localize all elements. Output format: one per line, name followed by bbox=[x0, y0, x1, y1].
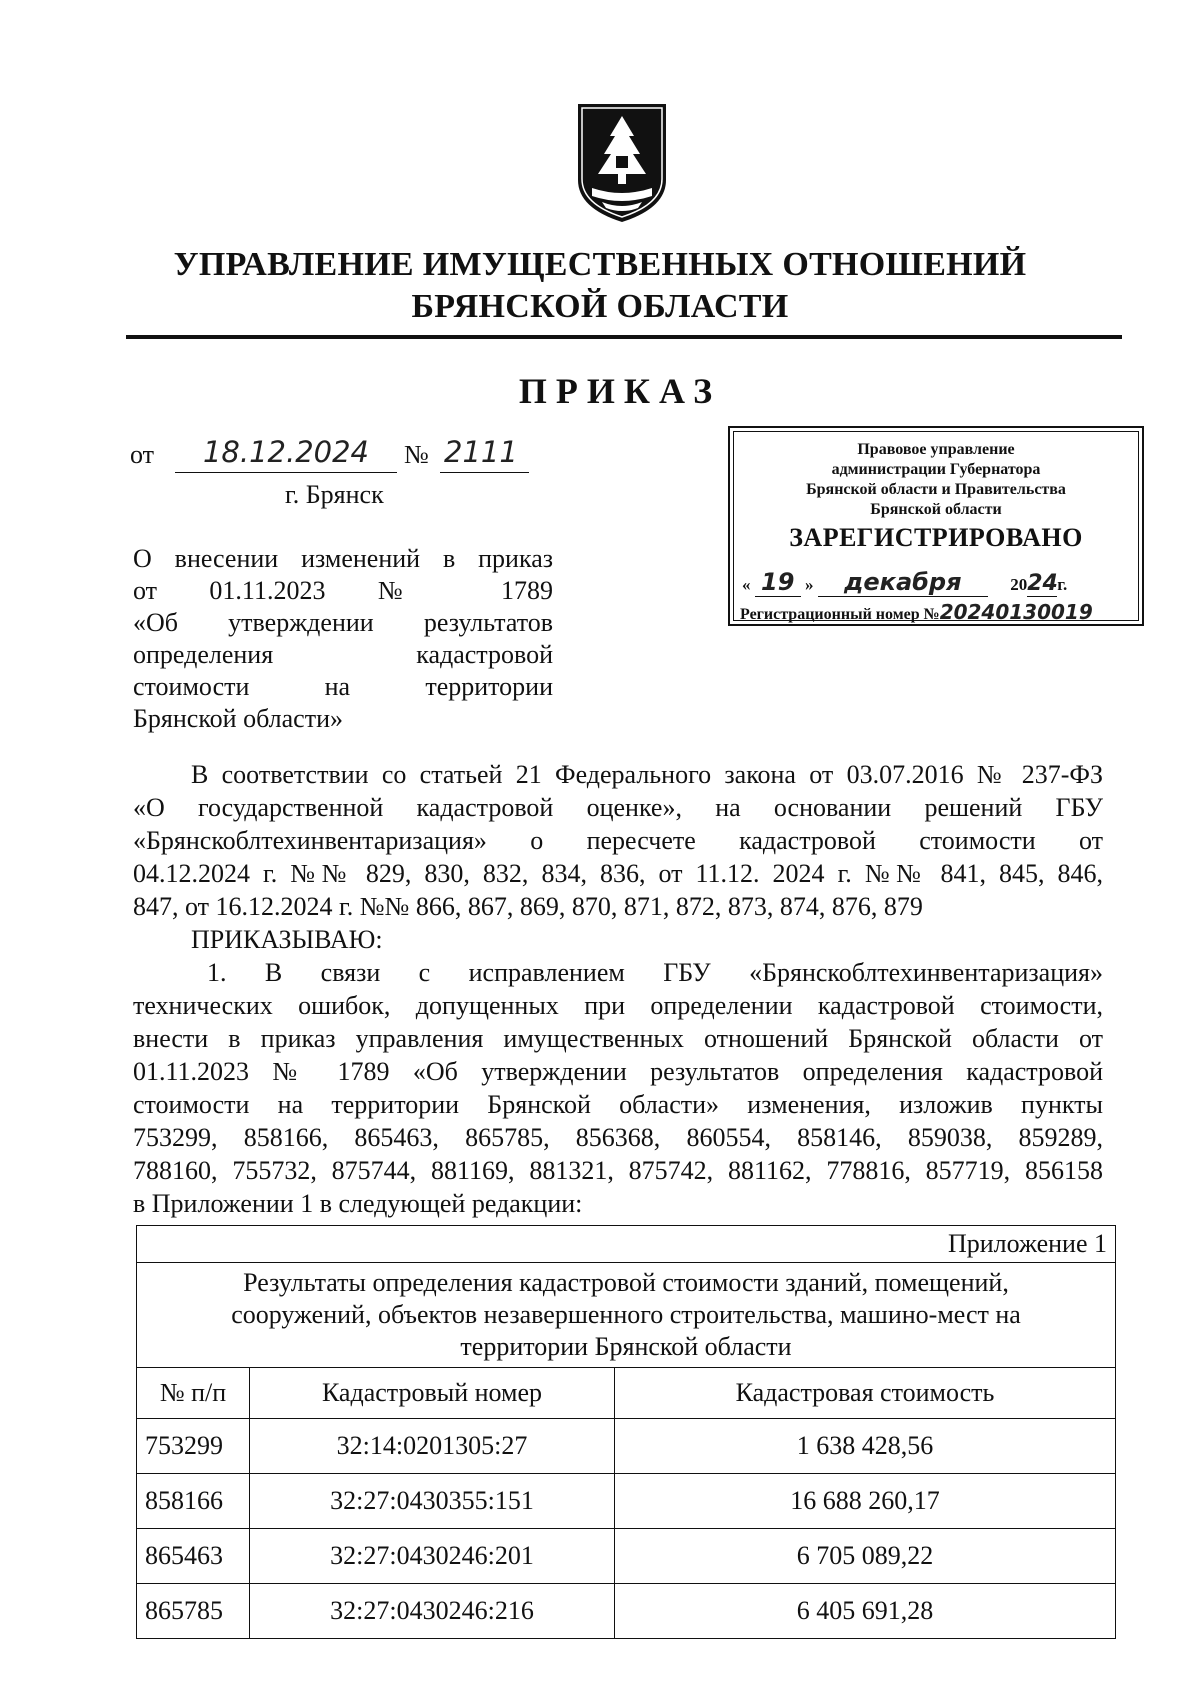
column-header-cadastral-number: Кадастровый номер bbox=[250, 1368, 615, 1419]
cell-cadastral-value: 6 705 089,22 bbox=[615, 1529, 1116, 1584]
org-title-line-1: УПРАВЛЕНИЕ ИМУЩЕСТВЕННЫХ ОТНОШЕНИЙ bbox=[173, 246, 1027, 283]
stamp-year: 24 bbox=[1027, 571, 1058, 596]
table-title-line: сооружений, объектов незавершенного строительства, машино-мест на bbox=[231, 1300, 1021, 1329]
stamp-reg-number-row bbox=[740, 600, 1093, 624]
subject-line: от 01.11.2023 № 1789 bbox=[133, 576, 553, 605]
cell-cadastral-number: 32:14:0201305:27 bbox=[250, 1419, 615, 1474]
stamp-year-prefix: 20 bbox=[1010, 575, 1028, 594]
cell-cadastral-value: 6 405 691,28 bbox=[615, 1584, 1116, 1639]
subject-line: Брянской области» bbox=[133, 704, 343, 733]
subject-line: О внесении изменений в приказ bbox=[133, 544, 553, 573]
stamp-date-row bbox=[742, 568, 1067, 597]
preamble-line: В соответствии со статьей 21 Федерального закона от 03.07.2016 № 237-ФЗ bbox=[191, 760, 1103, 789]
document-type: ПРИКАЗ bbox=[518, 371, 722, 411]
item1-line: 1. В связи с исправлением ГБУ «Брянскоблтехинвентаризация» bbox=[207, 958, 1103, 987]
stamp-line-1: Правовое управление bbox=[857, 441, 1015, 458]
coat-of-arms-emblem bbox=[574, 100, 670, 226]
cell-cadastral-number: 32:27:0430246:201 bbox=[250, 1529, 615, 1584]
item1-line: технических ошибок, допущенных при определении кадастровой стоимости, bbox=[133, 991, 1103, 1020]
cell-cadastral-value: 1 638 428,56 bbox=[615, 1419, 1116, 1474]
cell-number: 865463 bbox=[137, 1529, 250, 1584]
cell-cadastral-number: 32:27:0430355:151 bbox=[250, 1474, 615, 1529]
table-title bbox=[137, 1263, 1116, 1368]
cell-cadastral-value: 16 688 260,17 bbox=[615, 1474, 1116, 1529]
cell-cadastral-number: 32:27:0430246:216 bbox=[250, 1584, 615, 1639]
table-row bbox=[137, 1529, 1116, 1584]
subject-line: стоимости на территории bbox=[133, 672, 553, 701]
stamp-line-3: Брянской области и Правительства bbox=[806, 481, 1066, 498]
preamble-line: 847, от 16.12.2024 г. №№ 866, 867, 869, 870, 871, 872, 873, 874, 876, 879 bbox=[133, 892, 923, 921]
preamble-line: 04.12.2024 г. №№ 829, 830, 832, 834, 836, от 11.12. 2024 г. №№ 841, 845, 846, bbox=[133, 859, 1103, 888]
stamp-day: 19 bbox=[755, 568, 801, 597]
column-header-cadastral-value: Кадастровая стоимость bbox=[615, 1368, 1116, 1419]
handwritten-order-number: 2111 bbox=[440, 432, 529, 473]
cell-number: 858166 bbox=[137, 1474, 250, 1529]
number-label: № bbox=[404, 440, 429, 469]
order-subject bbox=[133, 543, 553, 735]
table-title-line: территории Брянской области bbox=[460, 1332, 792, 1361]
column-header-number: № п/п bbox=[137, 1368, 250, 1419]
preamble bbox=[133, 758, 1103, 1220]
cell-number: 865785 bbox=[137, 1584, 250, 1639]
item1-line: в Приложении 1 в следующей редакции: bbox=[133, 1189, 583, 1218]
table-row bbox=[137, 1474, 1116, 1529]
stamp-line-2: администрации Губернатора bbox=[831, 461, 1041, 478]
item1-line: 753299, 858166, 865463, 865785, 856368, 860554, 858146, 859038, 859289, bbox=[133, 1123, 1103, 1152]
subject-line: «Об утверждении результатов bbox=[133, 608, 553, 637]
stamp-reg-label: Регистрационный номер № bbox=[740, 606, 940, 623]
stamp-month: декабря bbox=[818, 568, 988, 597]
stamp-line-4: Брянской области bbox=[870, 501, 1002, 518]
stamp-reg-number: 20240130019 bbox=[939, 600, 1093, 624]
results-table bbox=[136, 1225, 1116, 1639]
preamble-line: «Брянскоблтехинвентаризация» о пересчете кадастровой стоимости от bbox=[133, 826, 1103, 855]
org-title-line-2: БРЯНСКОЙ ОБЛАСТИ bbox=[411, 288, 789, 325]
stamp-year-suffix: г. bbox=[1057, 575, 1068, 594]
table-row bbox=[137, 1584, 1116, 1639]
stamp-quote-open: « bbox=[742, 575, 751, 594]
item1-line: 01.11.2023 № 1789 «Об утверждении результатов определения кадастровой bbox=[133, 1057, 1103, 1086]
item1-line: 788160, 755732, 875744, 881169, 881321, 875742, 881162, 778816, 857719, 856158 bbox=[133, 1156, 1103, 1185]
registration-stamp bbox=[728, 426, 1144, 626]
from-label: от bbox=[130, 440, 155, 469]
header-divider bbox=[126, 335, 1122, 339]
appendix-label: Приложение 1 bbox=[137, 1226, 1116, 1263]
city: г. Брянск bbox=[285, 480, 384, 509]
subject-line: определения кадастровой bbox=[133, 640, 553, 669]
order-word: ПРИКАЗЫВАЮ: bbox=[191, 925, 383, 954]
cell-number: 753299 bbox=[137, 1419, 250, 1474]
stamp-registered: ЗАРЕГИСТРИРОВАНО bbox=[789, 523, 1083, 552]
table-title-line: Результаты определения кадастровой стоимости зданий, помещений, bbox=[243, 1268, 1009, 1297]
table-row bbox=[137, 1419, 1116, 1474]
item1-line: стоимости на территории Брянской области» изменения, изложив пункты bbox=[133, 1090, 1103, 1119]
stamp-quote-close: » bbox=[805, 575, 814, 594]
organization-title bbox=[0, 244, 1200, 328]
handwritten-date: 18.12.2024 bbox=[175, 432, 397, 473]
item1-line: внести в приказ управления имущественных отношений Брянской области от bbox=[133, 1024, 1103, 1053]
preamble-line: «О государственной кадастровой оценке», на основании решений ГБУ bbox=[133, 793, 1103, 822]
table-header-row bbox=[137, 1368, 1116, 1419]
